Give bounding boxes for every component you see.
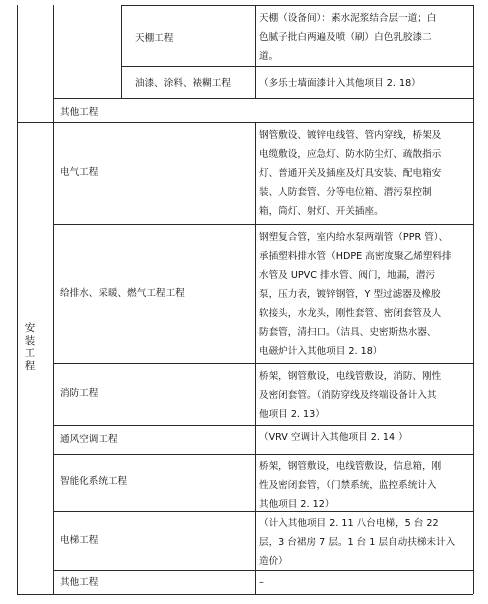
- row-description-line: 层，3 台裙房 7 层。1 台 1 层自动扶梯未计入: [259, 537, 456, 548]
- row-description-line: 水管及 UPVC 排水管、阀门，地漏，潜污: [259, 270, 436, 281]
- row-description-line: 色腻子批白两遍及喷（刷）白色乳胶漆二: [259, 32, 432, 43]
- row-description-line: （VRV 空调计入其他项目 2. 14 ）: [259, 432, 408, 443]
- row-description-line: 装、人防套管、分等电位箱、潜污泵控制: [259, 187, 432, 198]
- row-label: 其他工程: [60, 107, 99, 118]
- row-description-line: 承插塑料排水管（HDPE 高密度聚乙烯塑料排: [259, 251, 452, 262]
- row-description-line: 性及密闭套管，（门禁系统，监控系统计入: [259, 480, 437, 491]
- table-border-right: [473, 5, 474, 594]
- row-border: [53, 454, 473, 455]
- row-description-line: 灯、普通开关及插座及灯具安装、配电箱安: [259, 168, 442, 179]
- row-border: [121, 5, 473, 6]
- row-description-line: 他项目 2. 13）: [259, 409, 325, 420]
- row-description-line: （计入其他项目 2. 11 八台电梯，5 台 22: [259, 518, 439, 529]
- row-label: 消防工程: [60, 388, 99, 399]
- row-label: 电梯工程: [60, 535, 99, 546]
- row-border: [17, 594, 473, 595]
- table-divider-desc: [255, 122, 256, 594]
- row-border: [121, 66, 473, 67]
- row-label: 给排水、采暖、燃气工程工程: [60, 288, 185, 299]
- row-description-line: 道。: [259, 51, 279, 62]
- row-description-line: 电磁炉计入其他项目 2. 18）: [259, 346, 383, 357]
- row-border: [53, 363, 473, 364]
- row-description-line: 桥架，钢管敷设，电线管敷设，信息箱，刚: [259, 461, 442, 472]
- row-border: [53, 425, 473, 426]
- table-divider-group: [53, 5, 54, 594]
- row-description-line: 天棚（设备间）：素水泥浆结合层一道；白: [259, 13, 437, 24]
- row-description-line: 及密闭套管。（消防穿线及终端设备计入其: [259, 390, 437, 401]
- row-label: 天棚工程: [135, 33, 174, 44]
- row-description-line: –: [259, 577, 264, 588]
- row-border: [53, 224, 473, 225]
- row-description-line: 软接头，水龙头，刚性套管、密闭套管及人: [259, 308, 442, 319]
- row-description-line: 造价）: [259, 556, 288, 567]
- row-label: 通风空调工程: [60, 434, 118, 445]
- row-description-line: 钢塑复合管，室内给水泵两端管（PPR 管）、: [259, 232, 449, 243]
- table-divider-sub: [121, 5, 122, 98]
- group-label: 安装工程: [24, 322, 36, 372]
- row-description-line: 钢管敷设、镀锌电线管、管内穿线，桥架及: [259, 130, 442, 141]
- table-divider-desc: [255, 5, 256, 98]
- row-description-line: 其他项目 2. 12）: [259, 499, 335, 510]
- row-label: 电气工程: [60, 167, 99, 178]
- row-label: 智能化系统工程: [60, 476, 128, 487]
- row-description-line: 泵，压力表，镀锌钢管，Y 型过滤器及橡胶: [259, 289, 441, 300]
- row-border: [53, 98, 473, 99]
- row-description-line: 防套管，清扫口。（洁具、史密斯热水器、: [259, 327, 437, 338]
- row-border: [17, 122, 473, 123]
- row-description-line: 桥架，钢管敷设，电线管敷设，消防、刚性: [259, 371, 442, 382]
- row-description-line: 箱，筒灯、射灯、开关插座。: [259, 206, 384, 217]
- row-label: 油漆、涂料、裱糊工程: [135, 78, 231, 89]
- row-description-line: （多乐士墙面漆计入其他项目 2. 18）: [259, 78, 421, 89]
- row-label: 其他工程: [60, 577, 99, 588]
- row-description-line: 电缆敷设，应急灯、防水防尘灯、疏散指示: [259, 149, 442, 160]
- table-border-left: [17, 5, 18, 594]
